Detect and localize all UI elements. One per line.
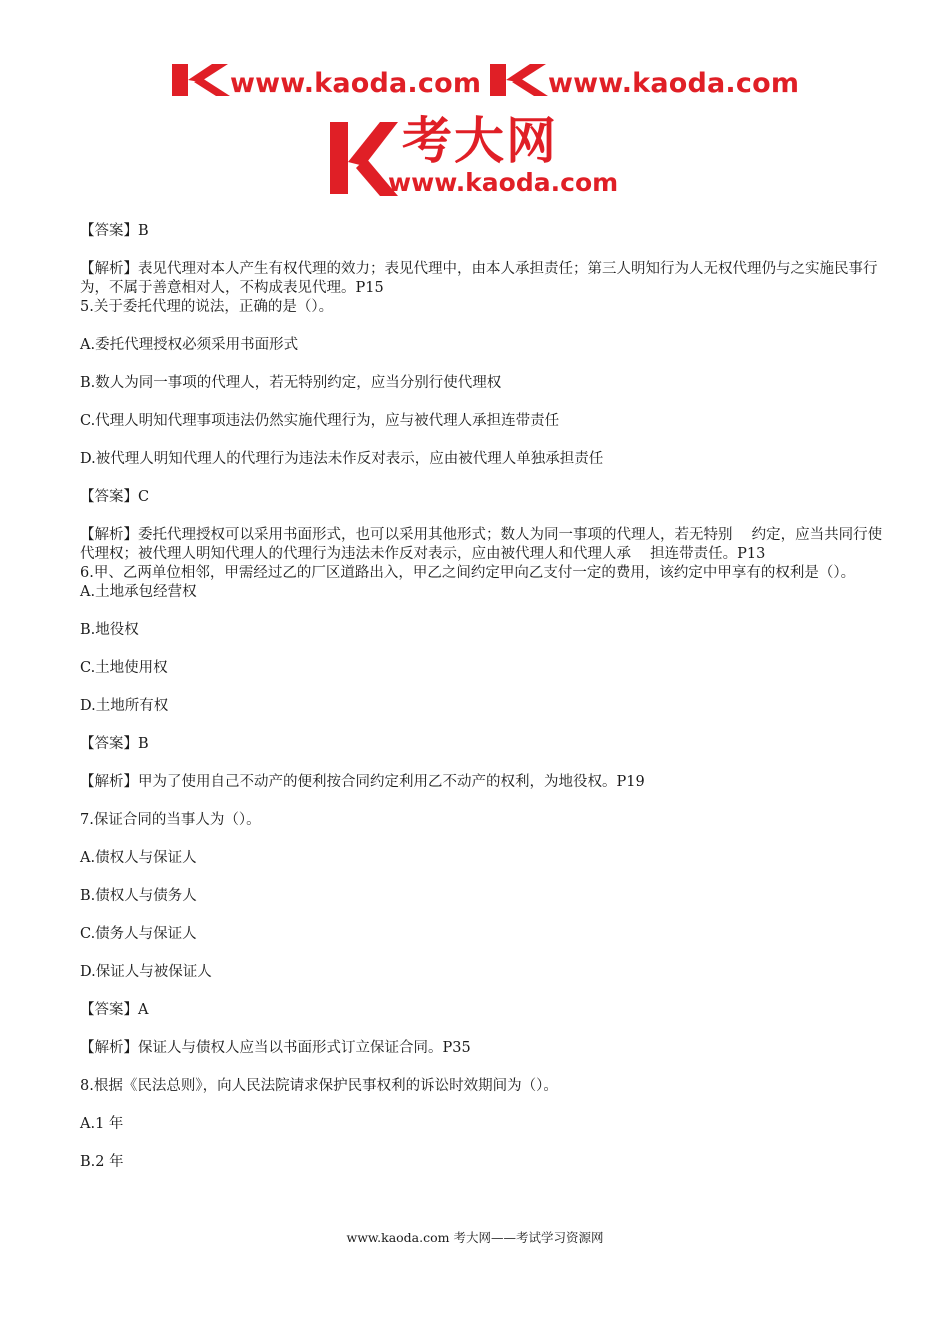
text-line: C.债务人与保证人: [80, 926, 197, 942]
line-gap: [80, 1058, 890, 1077]
line-gap: [80, 868, 890, 887]
line-gap: [80, 241, 890, 260]
text-line: A.委托代理授权必须采用书面形式: [80, 337, 299, 353]
document-body: [80, 222, 890, 1172]
text-line: 7.保证合同的当事人为（）。: [80, 812, 261, 828]
text-line: 【答案】B: [80, 223, 149, 239]
line-gap: [80, 944, 890, 963]
text-line: 8.根据《民法总则》，向人民法院请求保护民事权利的诉讼时效期间为（）。: [80, 1078, 558, 1094]
text-line: B.2 年: [80, 1154, 124, 1170]
line-gap: [80, 431, 890, 450]
line-gap: [80, 469, 890, 488]
line-gap: [80, 716, 890, 735]
kaoda-main-logo: [330, 112, 660, 200]
text-line: 5.关于委托代理的说法，正确的是（）。: [80, 299, 334, 315]
line-gap: [80, 640, 890, 659]
text-line: 【解析】委托代理授权可以采用书面形式，也可以采用其他形式；数人为同一事项的代理人，若无特别 约定，应当共同行使代理权；被代理人明知代理人的代理行为违法未作反对表示，应由被代理人和代理人承 担连带责任。P13: [80, 527, 883, 562]
k-logo-icon: [490, 64, 550, 96]
line-gap: [80, 393, 890, 412]
line-gap: [80, 602, 890, 621]
text-line: 【解析】甲为了使用自己不动产的便利按合同约定利用乙不动产的权利，为地役权。P19: [80, 774, 645, 790]
site-url: www.kaoda.com: [230, 68, 482, 99]
page-footer: www.kaoda.com 考大网——考试学习资源网: [346, 1230, 604, 1245]
k-logo-icon: [172, 64, 232, 96]
line-gap: [80, 1020, 890, 1039]
text-line: D.保证人与被保证人: [80, 964, 212, 980]
line-gap: [80, 317, 890, 336]
text-line: C.代理人明知代理事项违法仍然实施代理行为，应与被代理人承担连带责任: [80, 413, 560, 429]
text-line: 【解析】表见代理对本人产生有权代理的效力；表见代理中，由本人承担责任；第三人明知行为人无权代理仍与之实施民事行为，不属于善意相对人，不构成表见代理。P15: [80, 261, 878, 296]
text-line: A.债权人与保证人: [80, 850, 197, 866]
brand-name: 考大网: [402, 112, 558, 170]
text-line: 6.甲、乙两单位相邻，甲需经过乙的厂区道路出入，甲乙之间约定甲向乙支付一定的费用，该约定中甲享有的权利是（）。: [80, 565, 856, 581]
line-gap: [80, 906, 890, 925]
site-url: www.kaoda.com: [388, 168, 619, 197]
text-line: 【答案】C: [80, 489, 150, 505]
line-gap: [80, 1134, 890, 1153]
line-gap: [80, 754, 890, 773]
text-line: B.债权人与债务人: [80, 888, 197, 904]
text-line: 【答案】A: [80, 1002, 149, 1018]
text-line: 【答案】B: [80, 736, 149, 752]
line-gap: [80, 507, 890, 526]
text-line: B.数人为同一事项的代理人，若无特别约定，应当分别行使代理权: [80, 375, 502, 391]
site-url: www.kaoda.com: [548, 68, 800, 99]
line-gap: [80, 678, 890, 697]
header-logos: [0, 0, 950, 110]
text-line: A.土地承包经营权: [80, 584, 197, 600]
text-line: D.土地所有权: [80, 698, 169, 714]
text-line: D.被代理人明知代理人的代理行为违法未作反对表示，应由被代理人单独承担责任: [80, 451, 604, 467]
text-line: B.地役权: [80, 622, 139, 638]
text-line: 【解析】保证人与债权人应当以书面形式订立保证合同。P35: [80, 1040, 471, 1056]
line-gap: [80, 355, 890, 374]
line-gap: [80, 982, 890, 1001]
text-line: A.1 年: [80, 1116, 124, 1132]
text-line: C.土地使用权: [80, 660, 168, 676]
line-gap: [80, 830, 890, 849]
line-gap: [80, 792, 890, 811]
line-gap: [80, 1096, 890, 1115]
